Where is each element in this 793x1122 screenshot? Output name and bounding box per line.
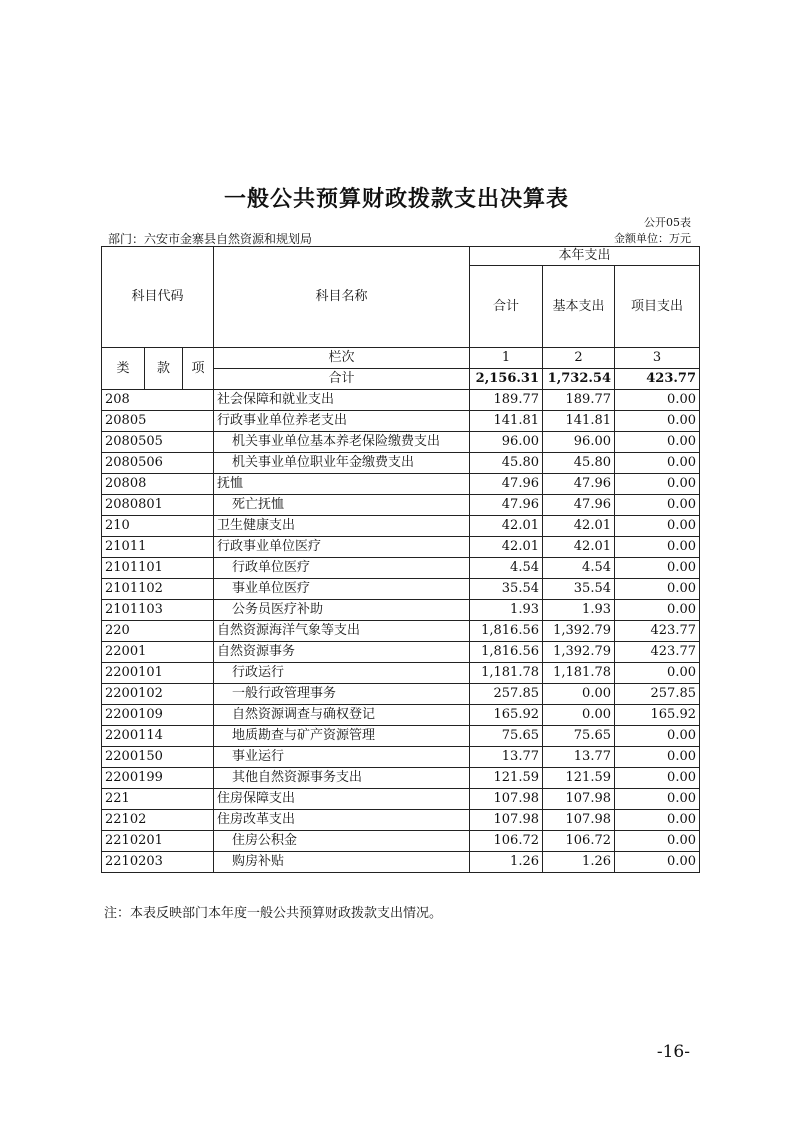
row-code: 2101103 bbox=[102, 600, 214, 621]
row-name: 行政事业单位医疗 bbox=[214, 537, 470, 558]
table-row bbox=[102, 390, 700, 411]
row-code: 2200114 bbox=[102, 726, 214, 747]
table-row bbox=[102, 600, 700, 621]
table-row bbox=[102, 579, 700, 600]
row-name: 死亡抚恤 bbox=[214, 495, 470, 516]
header-col2: 2 bbox=[543, 348, 615, 369]
row-name: 自然资源调查与确权登记 bbox=[214, 705, 470, 726]
row-basic: 75.65 bbox=[543, 726, 615, 747]
row-code: 21011 bbox=[102, 537, 214, 558]
row-project: 0.00 bbox=[615, 579, 700, 600]
row-project: 0.00 bbox=[615, 495, 700, 516]
row-code: 22102 bbox=[102, 810, 214, 831]
row-total: 35.54 bbox=[470, 579, 543, 600]
header-project: 项目支出 bbox=[615, 266, 700, 348]
row-name: 一般行政管理事务 bbox=[214, 684, 470, 705]
row-total: 121.59 bbox=[470, 768, 543, 789]
table-row bbox=[102, 474, 700, 495]
table-row bbox=[102, 537, 700, 558]
row-total: 1,816.56 bbox=[470, 642, 543, 663]
row-basic: 47.96 bbox=[543, 495, 615, 516]
page-number: -16- bbox=[656, 1042, 690, 1062]
row-code: 2200101 bbox=[102, 663, 214, 684]
row-total: 189.77 bbox=[470, 390, 543, 411]
row-name: 住房保障支出 bbox=[214, 789, 470, 810]
row-name: 行政单位医疗 bbox=[214, 558, 470, 579]
row-project: 0.00 bbox=[615, 411, 700, 432]
table-row bbox=[102, 726, 700, 747]
header-col3: 3 bbox=[615, 348, 700, 369]
row-basic: 47.96 bbox=[543, 474, 615, 495]
row-total: 47.96 bbox=[470, 495, 543, 516]
department-label: 部门：六安市金寨县自然资源和规划局 bbox=[108, 232, 313, 246]
row-project: 257.85 bbox=[615, 684, 700, 705]
row-total: 47.96 bbox=[470, 474, 543, 495]
row-code: 2101102 bbox=[102, 579, 214, 600]
row-basic: 1,392.79 bbox=[543, 621, 615, 642]
header-code-group: 科目代码 bbox=[102, 247, 214, 348]
header-total: 合计 bbox=[470, 266, 543, 348]
row-name: 社会保障和就业支出 bbox=[214, 390, 470, 411]
row-project: 0.00 bbox=[615, 852, 700, 873]
row-project: 0.00 bbox=[615, 432, 700, 453]
row-total: 106.72 bbox=[470, 831, 543, 852]
total-project: 423.77 bbox=[615, 369, 700, 390]
row-code: 2200102 bbox=[102, 684, 214, 705]
header-year-spend: 本年支出 bbox=[470, 247, 700, 266]
row-project: 0.00 bbox=[615, 663, 700, 684]
row-basic: 13.77 bbox=[543, 747, 615, 768]
header-row-1 bbox=[102, 247, 700, 266]
row-basic: 107.98 bbox=[543, 810, 615, 831]
row-project: 0.00 bbox=[615, 453, 700, 474]
row-name: 事业单位医疗 bbox=[214, 579, 470, 600]
table-row bbox=[102, 789, 700, 810]
row-code: 2080506 bbox=[102, 453, 214, 474]
row-code: 221 bbox=[102, 789, 214, 810]
unit-label: 金额单位：万元 bbox=[614, 232, 691, 245]
total-basic: 1,732.54 bbox=[543, 369, 615, 390]
row-name: 卫生健康支出 bbox=[214, 516, 470, 537]
row-code: 2080505 bbox=[102, 432, 214, 453]
table-row bbox=[102, 516, 700, 537]
row-name: 行政事业单位养老支出 bbox=[214, 411, 470, 432]
table-row bbox=[102, 852, 700, 873]
row-total: 1.26 bbox=[470, 852, 543, 873]
row-project: 0.00 bbox=[615, 831, 700, 852]
header-lanci: 栏次 bbox=[214, 348, 470, 369]
page-title: 一般公共预算财政拨款支出决算表 bbox=[223, 187, 569, 212]
row-code: 2210203 bbox=[102, 852, 214, 873]
table-row bbox=[102, 621, 700, 642]
row-total: 4.54 bbox=[470, 558, 543, 579]
table-row bbox=[102, 642, 700, 663]
header-xiang: 项 bbox=[183, 348, 214, 390]
row-total: 45.80 bbox=[470, 453, 543, 474]
row-code: 22001 bbox=[102, 642, 214, 663]
row-code: 210 bbox=[102, 516, 214, 537]
row-basic: 45.80 bbox=[543, 453, 615, 474]
row-total: 75.65 bbox=[470, 726, 543, 747]
row-name: 住房公积金 bbox=[214, 831, 470, 852]
expenditure-table bbox=[101, 246, 700, 873]
row-name: 行政运行 bbox=[214, 663, 470, 684]
table-row bbox=[102, 432, 700, 453]
row-code: 208 bbox=[102, 390, 214, 411]
row-project: 165.92 bbox=[615, 705, 700, 726]
row-name: 住房改革支出 bbox=[214, 810, 470, 831]
row-total: 1.93 bbox=[470, 600, 543, 621]
row-name: 机关事业单位职业年金缴费支出 bbox=[214, 453, 470, 474]
row-name: 事业运行 bbox=[214, 747, 470, 768]
total-total: 2,156.31 bbox=[470, 369, 543, 390]
table-row bbox=[102, 810, 700, 831]
table-note: 注：本表反映部门本年度一般公共预算财政拨款支出情况。 bbox=[104, 906, 443, 921]
row-project: 0.00 bbox=[615, 558, 700, 579]
header-name: 科目名称 bbox=[214, 247, 470, 348]
row-code: 2200109 bbox=[102, 705, 214, 726]
row-project: 0.00 bbox=[615, 390, 700, 411]
form-number: 公开05表 bbox=[644, 216, 691, 229]
row-project: 0.00 bbox=[615, 747, 700, 768]
row-basic: 1.26 bbox=[543, 852, 615, 873]
row-basic: 42.01 bbox=[543, 537, 615, 558]
table-row bbox=[102, 705, 700, 726]
total-label: 合计 bbox=[214, 369, 470, 390]
row-basic: 1.93 bbox=[543, 600, 615, 621]
row-code: 2101101 bbox=[102, 558, 214, 579]
row-basic: 4.54 bbox=[543, 558, 615, 579]
row-basic: 0.00 bbox=[543, 705, 615, 726]
row-project: 0.00 bbox=[615, 600, 700, 621]
row-name: 地质勘查与矿产资源管理 bbox=[214, 726, 470, 747]
row-code: 20808 bbox=[102, 474, 214, 495]
row-total: 165.92 bbox=[470, 705, 543, 726]
row-project: 423.77 bbox=[615, 642, 700, 663]
table-row bbox=[102, 558, 700, 579]
row-name: 公务员医疗补助 bbox=[214, 600, 470, 621]
row-name: 购房补贴 bbox=[214, 852, 470, 873]
row-basic: 121.59 bbox=[543, 768, 615, 789]
row-total: 141.81 bbox=[470, 411, 543, 432]
row-basic: 106.72 bbox=[543, 831, 615, 852]
row-total: 13.77 bbox=[470, 747, 543, 768]
header-kuan: 款 bbox=[145, 348, 183, 390]
row-basic: 107.98 bbox=[543, 789, 615, 810]
row-project: 0.00 bbox=[615, 516, 700, 537]
row-project: 0.00 bbox=[615, 768, 700, 789]
row-code: 220 bbox=[102, 621, 214, 642]
row-project: 0.00 bbox=[615, 474, 700, 495]
row-total: 107.98 bbox=[470, 810, 543, 831]
row-project: 0.00 bbox=[615, 789, 700, 810]
table-row bbox=[102, 663, 700, 684]
row-code: 2080801 bbox=[102, 495, 214, 516]
row-project: 0.00 bbox=[615, 537, 700, 558]
header-lei: 类 bbox=[102, 348, 145, 390]
row-code: 2210201 bbox=[102, 831, 214, 852]
row-total: 1,181.78 bbox=[470, 663, 543, 684]
row-total: 1,816.56 bbox=[470, 621, 543, 642]
row-project: 0.00 bbox=[615, 810, 700, 831]
row-total: 42.01 bbox=[470, 516, 543, 537]
row-code: 2200199 bbox=[102, 768, 214, 789]
table-row bbox=[102, 747, 700, 768]
table-row bbox=[102, 495, 700, 516]
row-basic: 42.01 bbox=[543, 516, 615, 537]
header-basic: 基本支出 bbox=[543, 266, 615, 348]
row-name: 自然资源海洋气象等支出 bbox=[214, 621, 470, 642]
table-row bbox=[102, 453, 700, 474]
row-project: 423.77 bbox=[615, 621, 700, 642]
row-code: 20805 bbox=[102, 411, 214, 432]
row-name: 其他自然资源事务支出 bbox=[214, 768, 470, 789]
row-basic: 1,181.78 bbox=[543, 663, 615, 684]
row-total: 257.85 bbox=[470, 684, 543, 705]
row-basic: 0.00 bbox=[543, 684, 615, 705]
table-row bbox=[102, 768, 700, 789]
table-row bbox=[102, 411, 700, 432]
row-project: 0.00 bbox=[615, 726, 700, 747]
row-total: 42.01 bbox=[470, 537, 543, 558]
row-name: 自然资源事务 bbox=[214, 642, 470, 663]
row-basic: 1,392.79 bbox=[543, 642, 615, 663]
row-basic: 35.54 bbox=[543, 579, 615, 600]
header-col1: 1 bbox=[470, 348, 543, 369]
row-total: 96.00 bbox=[470, 432, 543, 453]
table-row bbox=[102, 831, 700, 852]
row-total: 107.98 bbox=[470, 789, 543, 810]
row-basic: 189.77 bbox=[543, 390, 615, 411]
row-basic: 96.00 bbox=[543, 432, 615, 453]
row-name: 抚恤 bbox=[214, 474, 470, 495]
row-basic: 141.81 bbox=[543, 411, 615, 432]
row-name: 机关事业单位基本养老保险缴费支出 bbox=[214, 432, 470, 453]
row-code: 2200150 bbox=[102, 747, 214, 768]
header-row-3 bbox=[102, 348, 700, 369]
table-row bbox=[102, 684, 700, 705]
